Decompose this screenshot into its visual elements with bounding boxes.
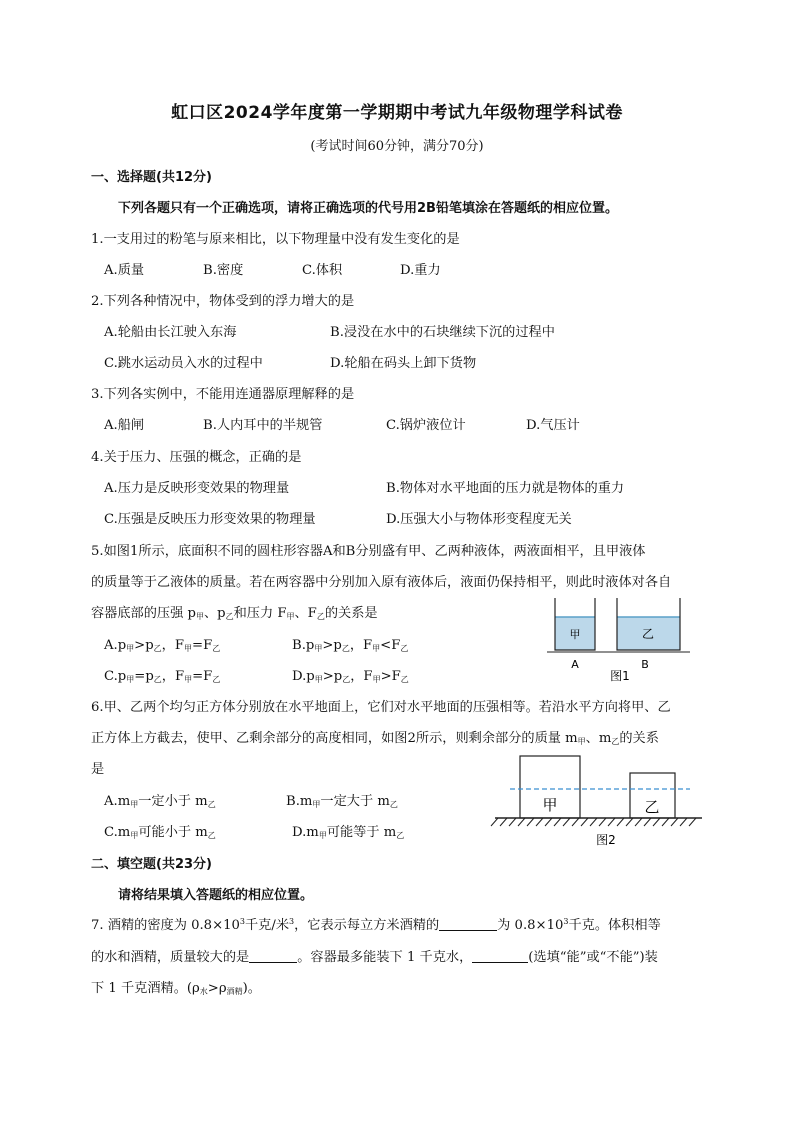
option: B.物体对水平地面的压力就是物体的重力 — [386, 481, 625, 496]
answer-blank[interactable] — [472, 950, 528, 963]
exam-info: (考试时间60分钟，满分70分) — [310, 139, 484, 154]
option: $C.m_甲$可能小于 $m_乙$ — [104, 825, 216, 840]
option: D.压强大小与物体形变程度无关 — [386, 512, 572, 527]
container-a-label: A — [571, 658, 579, 671]
option: A.轮船由长江驶入东海 — [104, 325, 237, 340]
question-stem: 4.关于压力、压强的概念，正确的是 — [91, 450, 302, 465]
question-stem: 是 — [91, 762, 105, 777]
option: $D.m_甲$可能等于 $m_乙$ — [292, 825, 405, 840]
option: $B.p_甲>p_乙$，$F_甲<F_乙$ — [292, 638, 409, 653]
container-b-label: B — [641, 658, 649, 671]
option: $C.p_甲=p_乙$，$F_甲=F_乙$ — [104, 669, 221, 684]
section-heading: 一、选择题(共12分) — [91, 170, 212, 185]
question-stem: 5.如图1所示，底面积不同的圆柱形容器A和B分别盛有甲、乙两种液体，两液面相平，且甲液体 — [91, 544, 646, 559]
question-stem: 2.下列各种情况中，物体受到的浮力增大的是 — [91, 294, 355, 309]
option: D.气压计 — [526, 418, 580, 433]
question-stem: 3.下列各实例中，不能用连通器原理解释的是 — [91, 387, 355, 402]
option: D.重力 — [400, 263, 441, 278]
section-heading: 二、填空题(共23分) — [91, 857, 212, 872]
option: C.锅炉液位计 — [386, 418, 466, 433]
page-title: 虹口区2024学年度第一学期期中考试九年级物理学科试卷 — [171, 103, 623, 123]
question-stem: 的质量等于乙液体的质量。若在两容器中分别加入原有液体后，液面仍保持相平，则此时液体对各自 — [91, 575, 672, 590]
option: A.压力是反映形变效果的物理量 — [104, 481, 290, 496]
option: $D.p_甲>p_乙$，$F_甲>F_乙$ — [292, 669, 409, 684]
section-instruction: 下列各题只有一个正确选项，请将正确选项的代号用2B铅笔填涂在答题纸的相应位置。 — [118, 201, 618, 216]
liquid-a-label: 甲 — [569, 628, 581, 641]
option: D.轮船在码头上卸下货物 — [330, 356, 477, 371]
cube-jia-label: 甲 — [542, 796, 558, 814]
option: B.人内耳中的半规管 — [203, 418, 323, 433]
option: B.密度 — [203, 263, 244, 278]
option: $A.m_甲$一定小于 $m_乙$ — [104, 794, 216, 809]
option: A.船闸 — [104, 418, 145, 433]
liquid-b-label: 乙 — [641, 627, 655, 641]
option: C.跳水运动员入水的过程中 — [104, 356, 263, 371]
question-stem: 容器底部的压强 $p_甲$、$p_乙$和压力 $F_甲$、$F_乙$的关系是 — [91, 606, 378, 621]
question-stem: 7. 酒精的密度为 $0.8\times 10^3$千克/米$^3$，它表示每立方米酒精的 为 $0.8\times 10^3$千克。体积相等 — [91, 917, 661, 933]
figure-1 — [545, 596, 695, 684]
section-instruction: 请将结果填入答题纸的相应位置。 — [118, 888, 314, 903]
answer-blank[interactable] — [439, 918, 497, 931]
figure-caption: 图1 — [610, 669, 630, 683]
figure-2 — [490, 752, 710, 850]
question-stem: 的水和酒精，质量较大的是 。容器最多能装下 1 千克水， (选填“能”或“不能”)装 — [91, 950, 658, 965]
cube-yi-label: 乙 — [644, 798, 660, 816]
option: A.质量 — [104, 263, 145, 278]
question-stem: 正方体上方截去，使甲、乙剩余部分的高度相同，如图2所示，则剩余部分的质量 $m_甲$、$m_乙$的关系 — [91, 731, 659, 746]
option: B.浸没在水中的石块继续下沉的过程中 — [330, 325, 555, 340]
option: $B.m_甲$一定大于 $m_乙$ — [286, 794, 398, 809]
question-stem: 6.甲、乙两个均匀正方体分别放在水平地面上，它们对水平地面的压强相等。若沿水平方向将甲、乙 — [91, 700, 671, 715]
ground-hatching — [491, 818, 696, 826]
option: C.体积 — [302, 263, 343, 278]
option: $A.p_甲>p_乙$，$F_甲=F_乙$ — [104, 638, 221, 653]
question-stem: 下 1 千克酒精。$(\rho_水>\rho_{酒精})$。 — [91, 981, 261, 996]
option: C.压强是反映压力形变效果的物理量 — [104, 512, 316, 527]
figure-caption: 图2 — [596, 833, 616, 847]
question-stem: 1.一支用过的粉笔与原来相比，以下物理量中没有发生变化的是 — [91, 232, 460, 247]
answer-blank[interactable] — [249, 950, 297, 963]
